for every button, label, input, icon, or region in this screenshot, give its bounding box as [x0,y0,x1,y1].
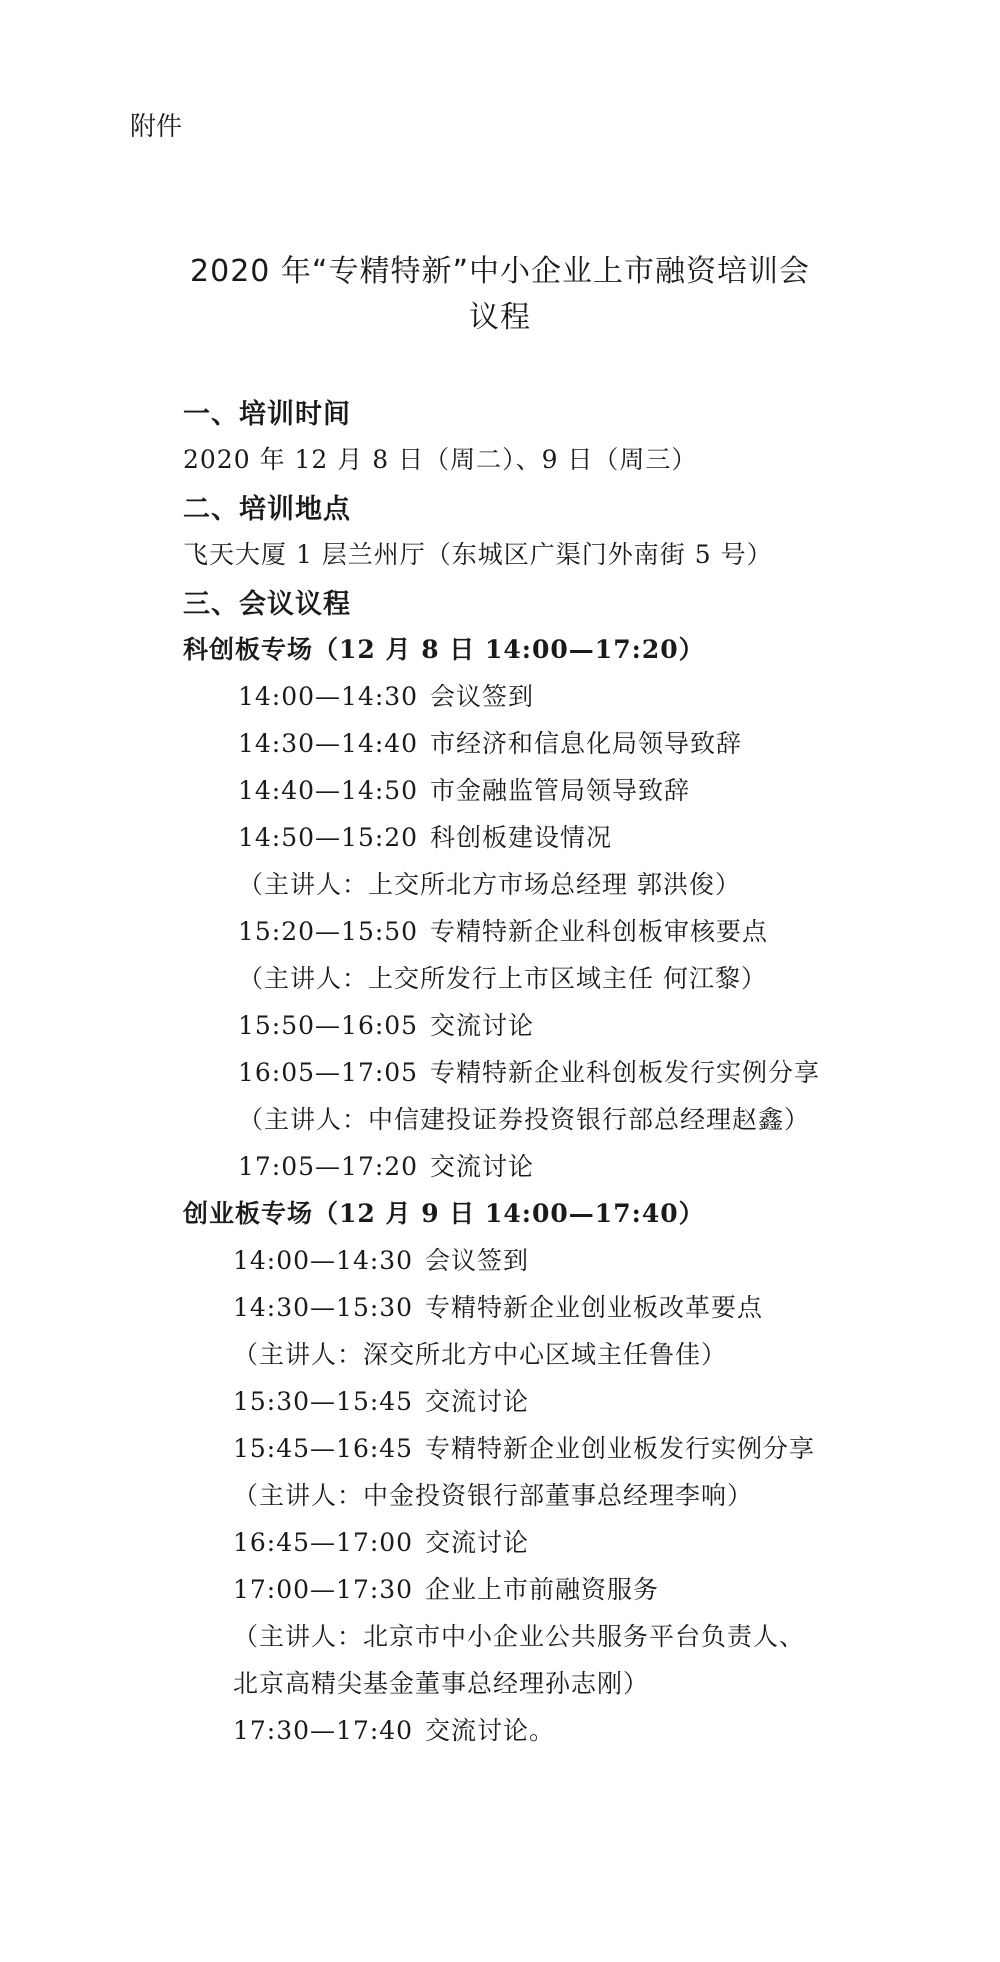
agenda-row [233,1570,659,1606]
speaker-note: （主讲人：上交所发行上市区域主任 何江黎） [238,964,767,993]
speaker-note: 北京高精尖基金董事总经理孙志刚） [233,1669,650,1698]
agenda-time: 14:00—14:30 [233,1246,414,1275]
agenda-row [238,818,612,854]
agenda-row [238,677,534,713]
agenda-item: 专精特新企业科创板发行实例分享 [430,1058,821,1087]
agenda-item: 交流讨论 [425,1387,530,1416]
agenda-time: 15:45—16:45 [233,1434,414,1463]
agenda-time: 15:30—15:45 [233,1387,414,1416]
agenda-item: 交流讨论 [430,1152,535,1181]
agenda-time: 15:50—16:05 [238,1011,419,1040]
agenda-row [238,771,690,807]
agenda-time: 14:00—14:30 [238,682,419,711]
agenda-item: 专精特新企业创业板改革要点 [425,1293,764,1322]
agenda-row [238,1147,534,1183]
agenda-item: 科创板建设情况 [430,823,613,852]
agenda-item: 交流讨论 [430,1011,535,1040]
agenda-row [233,1711,555,1747]
speaker-note: （主讲人：深交所北方中心区域主任鲁佳） [233,1340,728,1369]
agenda-item: 会议签到 [430,682,535,711]
agenda-row [238,1006,534,1042]
agenda-time: 16:45—17:00 [233,1528,414,1557]
agenda-row [238,724,742,760]
agenda-row [238,1053,820,1089]
agenda-item: 交流讨论 [425,1528,530,1557]
speaker-note: （主讲人：北京市中小企业公共服务平台负责人、 [233,1622,806,1651]
agenda-time: 17:05—17:20 [238,1152,419,1181]
heading-agenda: 三、会议议程 [183,589,351,620]
document-title: 2020 年“专精特新”中小企业上市融资培训会 [190,254,810,289]
agenda-row [233,1523,529,1559]
training-time-text: 2020 年 12 月 8 日（周二）、9 日（周三） [183,445,698,474]
agenda-time: 16:05—17:05 [238,1058,419,1087]
agenda-item: 会议签到 [425,1246,530,1275]
agenda-time: 14:30—14:40 [238,729,419,758]
agenda-time: 14:50—15:20 [238,823,419,852]
agenda-row [233,1241,529,1277]
heading-training-time: 一、培训时间 [183,399,351,430]
agenda-item: 市经济和信息化局领导致辞 [430,729,743,758]
agenda-item: 专精特新企业科创板审核要点 [430,917,769,946]
agenda-row [233,1288,763,1324]
agenda-time: 14:40—14:50 [238,776,419,805]
agenda-row [233,1429,815,1465]
session-title: 科创板专场（12 月 8 日 14:00—17:20） [183,635,705,664]
agenda-row [238,912,768,948]
training-location-text: 飞天大厦 1 层兰州厅（东城区广渠门外南街 5 号） [183,540,773,569]
agenda-time: 15:20—15:50 [238,917,419,946]
agenda-time: 17:30—17:40 [233,1716,414,1745]
agenda-row [233,1382,529,1418]
session-title: 创业板专场（12 月 9 日 14:00—17:40） [183,1199,705,1228]
agenda-time: 17:00—17:30 [233,1575,414,1604]
agenda-item: 交流讨论。 [425,1716,556,1745]
annex-label: 附件 [130,112,183,142]
speaker-note: （主讲人：上交所北方市场总经理 郭洪俊） [238,870,741,899]
heading-training-location: 二、培训地点 [183,494,351,525]
agenda-item: 专精特新企业创业板发行实例分享 [425,1434,816,1463]
agenda-item: 企业上市前融资服务 [425,1575,660,1604]
speaker-note: （主讲人：中金投资银行部董事总经理李响） [233,1481,754,1510]
agenda-time: 14:30—15:30 [233,1293,414,1322]
document-subtitle: 议程 [469,300,531,335]
speaker-note: （主讲人：中信建投证券投资银行部总经理赵鑫） [238,1105,811,1134]
agenda-item: 市金融监管局领导致辞 [430,776,691,805]
